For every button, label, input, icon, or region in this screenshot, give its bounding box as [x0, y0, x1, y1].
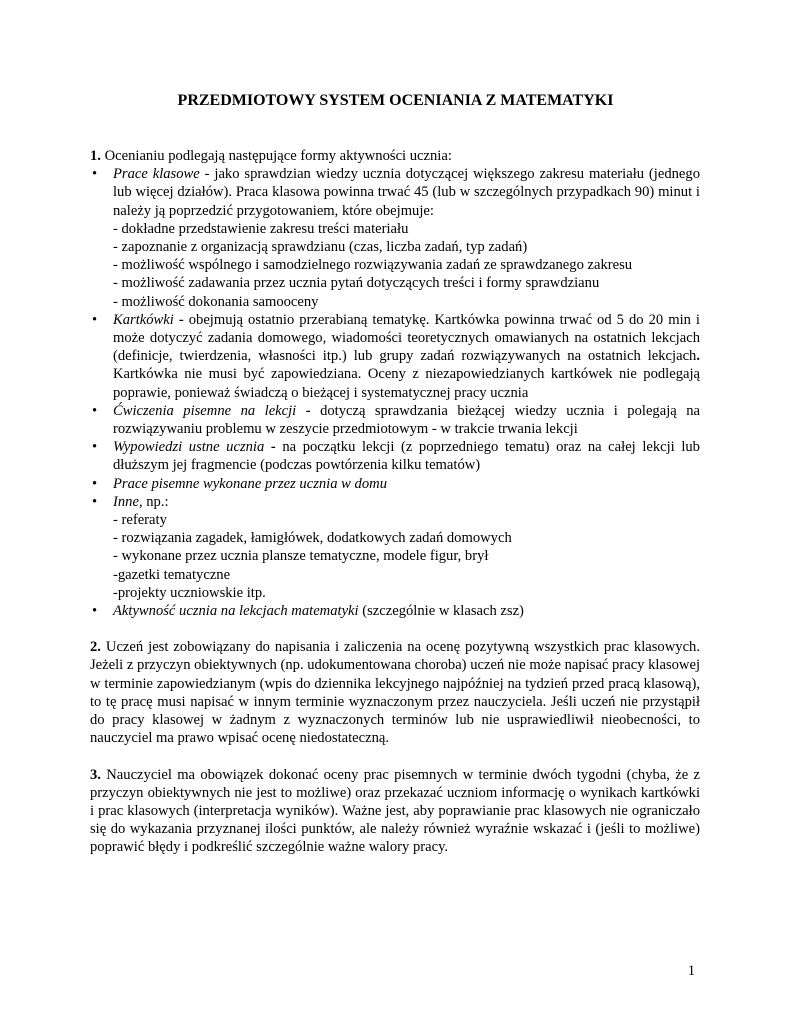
- list-item-wypowiedzi: [90, 438, 700, 474]
- section-2-text: Uczeń jest zobowiązany do napisania i zaliczenia na ocenę pozytywną wszystkich prac klasowych. Jeżeli z przyczyn obiektywnych (np. udokumentowana choroba) uczeń nie może napisać pracy klasowej w terminie zapowiedzianym (wpis do dziennika lekcyjnego najpóźniej na tydzień przed pracą klasową), to tę pracę musi napisać w innym terminie wyznaczonym przez nauczyciela. Jeśli uczeń nie przystąpił do pracy klasowej w żadnym z wyznaczonych terminów lub nie usprawiedliwił nieobecności, to nauczyciel ma prawo wpisać ocenę niedostateczną.: [90, 639, 700, 747]
- description-cwiczenia: dotyczą sprawdzania bieżącej wiedzy ucznia i polegają na rozwiązywaniu problemu w zeszycie przedmiotowym - w trakcie trwania lekcji: [113, 402, 700, 438]
- sub-item: - zapoznanie z organizacją sprawdzianu (czas, liczba zadań, typ zadań): [113, 239, 528, 256]
- term-wypowiedzi: Wypowiedzi ustne ucznia: [113, 439, 265, 456]
- list-item-prace-klasowe: [90, 165, 700, 311]
- dash: -: [296, 402, 321, 419]
- activity-list: [90, 165, 700, 620]
- term-inne: Inne: [113, 493, 139, 510]
- section-number: 3.: [90, 766, 101, 783]
- document-body: [90, 147, 700, 857]
- sub-item: - możliwość zadawania przez ucznia pytań dotyczących treści i formy sprawdzianu: [113, 275, 600, 292]
- term-kartkowki: Kartkówki: [113, 311, 174, 328]
- description-prace-klasowe: - jako sprawdzian wiedzy ucznia dotyczącej większego zakresu materiału (jednego lub więcej działów). Praca klasowa powinna trwać 45 (lub w szczególnych przypadkach 90) minut i należy ją poprzedzić przygotowaniem, które obejmuje:: [113, 166, 700, 219]
- bullet-icon: •: [92, 603, 98, 620]
- description-aktywnosc: (szczególnie w klasach zsz): [358, 603, 524, 620]
- period: .: [696, 348, 700, 365]
- description-kartkowki-2: Kartkówka nie musi być zapowiedziana. Oceny z niezapowiedzianych kartkówek nie podlegają poprawie, ponieważ świadczą o bieżącej i systematycznej pracy ucznia: [113, 366, 700, 401]
- list-item-aktywnosc: [90, 602, 700, 620]
- preparation-list: [113, 220, 700, 311]
- section-1-intro-text: Ocenianiu podlegają następujące formy aktywności ucznia:: [104, 148, 452, 164]
- list-item-kartkowki: [90, 311, 700, 402]
- sub-item: - referaty: [113, 512, 167, 529]
- other-activities-list: [113, 511, 700, 602]
- description-kartkowki: obejmują ostatnio przerabianą tematykę. Kartkówka powinna trwać od 5 do 20 min i może dotyczyć zadania domowego, wiadomości teoretycznych omawianych na ostatnich lekcjach (definicje, twierdzenia, własności itp.) lub grupy zadań rozwiązywanych na ostatnich lekcjach: [113, 311, 700, 365]
- bullet-icon: •: [92, 311, 98, 328]
- bullet-icon: •: [92, 439, 98, 456]
- page-number: 1: [687, 963, 695, 979]
- sub-item: -gazetki tematyczne: [113, 566, 231, 583]
- list-item-inne: [90, 493, 700, 602]
- page-title: PRZEDMIOTOWY SYSTEM OCENIANIA Z MATEMATYKI: [177, 92, 614, 109]
- bullet-icon: •: [92, 166, 98, 183]
- term-cwiczenia: Ćwiczenia pisemne na lekcji: [113, 402, 297, 419]
- section-2: [90, 638, 700, 747]
- list-item-prace-domowe: [90, 475, 700, 493]
- term-aktywnosc: Aktywność ucznia na lekcjach matematyki: [113, 603, 359, 620]
- sub-item: -projekty uczniowskie itp.: [113, 584, 266, 601]
- dash: -: [264, 439, 283, 456]
- term-prace-klasowe: Prace klasowe: [113, 166, 200, 183]
- section-1: [90, 147, 700, 620]
- bullet-icon: •: [92, 475, 98, 492]
- section-number: 2.: [90, 639, 101, 656]
- sub-item: - dokładne przedstawienie zakresu treści materiału: [113, 220, 409, 237]
- term-prace-domowe: Prace pisemne wykonane przez ucznia w domu: [113, 475, 387, 492]
- sub-item: - rozwiązania zagadek, łamigłówek, dodatkowych zadań domowych: [113, 530, 512, 547]
- description-inne: , np.:: [138, 493, 169, 510]
- dash: -: [173, 311, 189, 328]
- sub-item: - możliwość wspólnego i samodzielnego rozwiązywania zadań ze sprawdzanego zakresu: [113, 257, 633, 274]
- section-1-intro: [90, 147, 700, 165]
- list-item-cwiczenia: [90, 402, 700, 438]
- description-wypowiedzi: na początku lekcji (z poprzedniego tematu) oraz na całej lekcji lub dłuższym jej fragmencie (podczas powtórzenia kilku tematów): [113, 439, 700, 474]
- section-number: 1.: [90, 148, 101, 164]
- sub-item: - możliwość dokonania samooceny: [113, 293, 319, 310]
- bullet-icon: •: [92, 493, 98, 510]
- bullet-icon: •: [92, 402, 98, 419]
- sub-item: - wykonane przez ucznia plansze tematyczne, modele figur, brył: [113, 548, 489, 565]
- section-3: [90, 766, 700, 857]
- section-3-text: Nauczyciel ma obowiązek dokonać oceny prac pisemnych w terminie dwóch tygodni (chyba, że z przyczyn obiektywnych nie jest to możliwe) oraz przekazać uczniom informację o wynikach kartkówki i prac klasowych (interpretacja wyników). Ważne jest, aby poprawianie prac klasowych nie ograniczało się do wykazania przyznanej ilości punktów, ale należy również wyraźnie wskazać i (jeśli to możliwe) poprawić błędy i podkreślić szczególnie ważne walory pracy.: [90, 766, 700, 856]
